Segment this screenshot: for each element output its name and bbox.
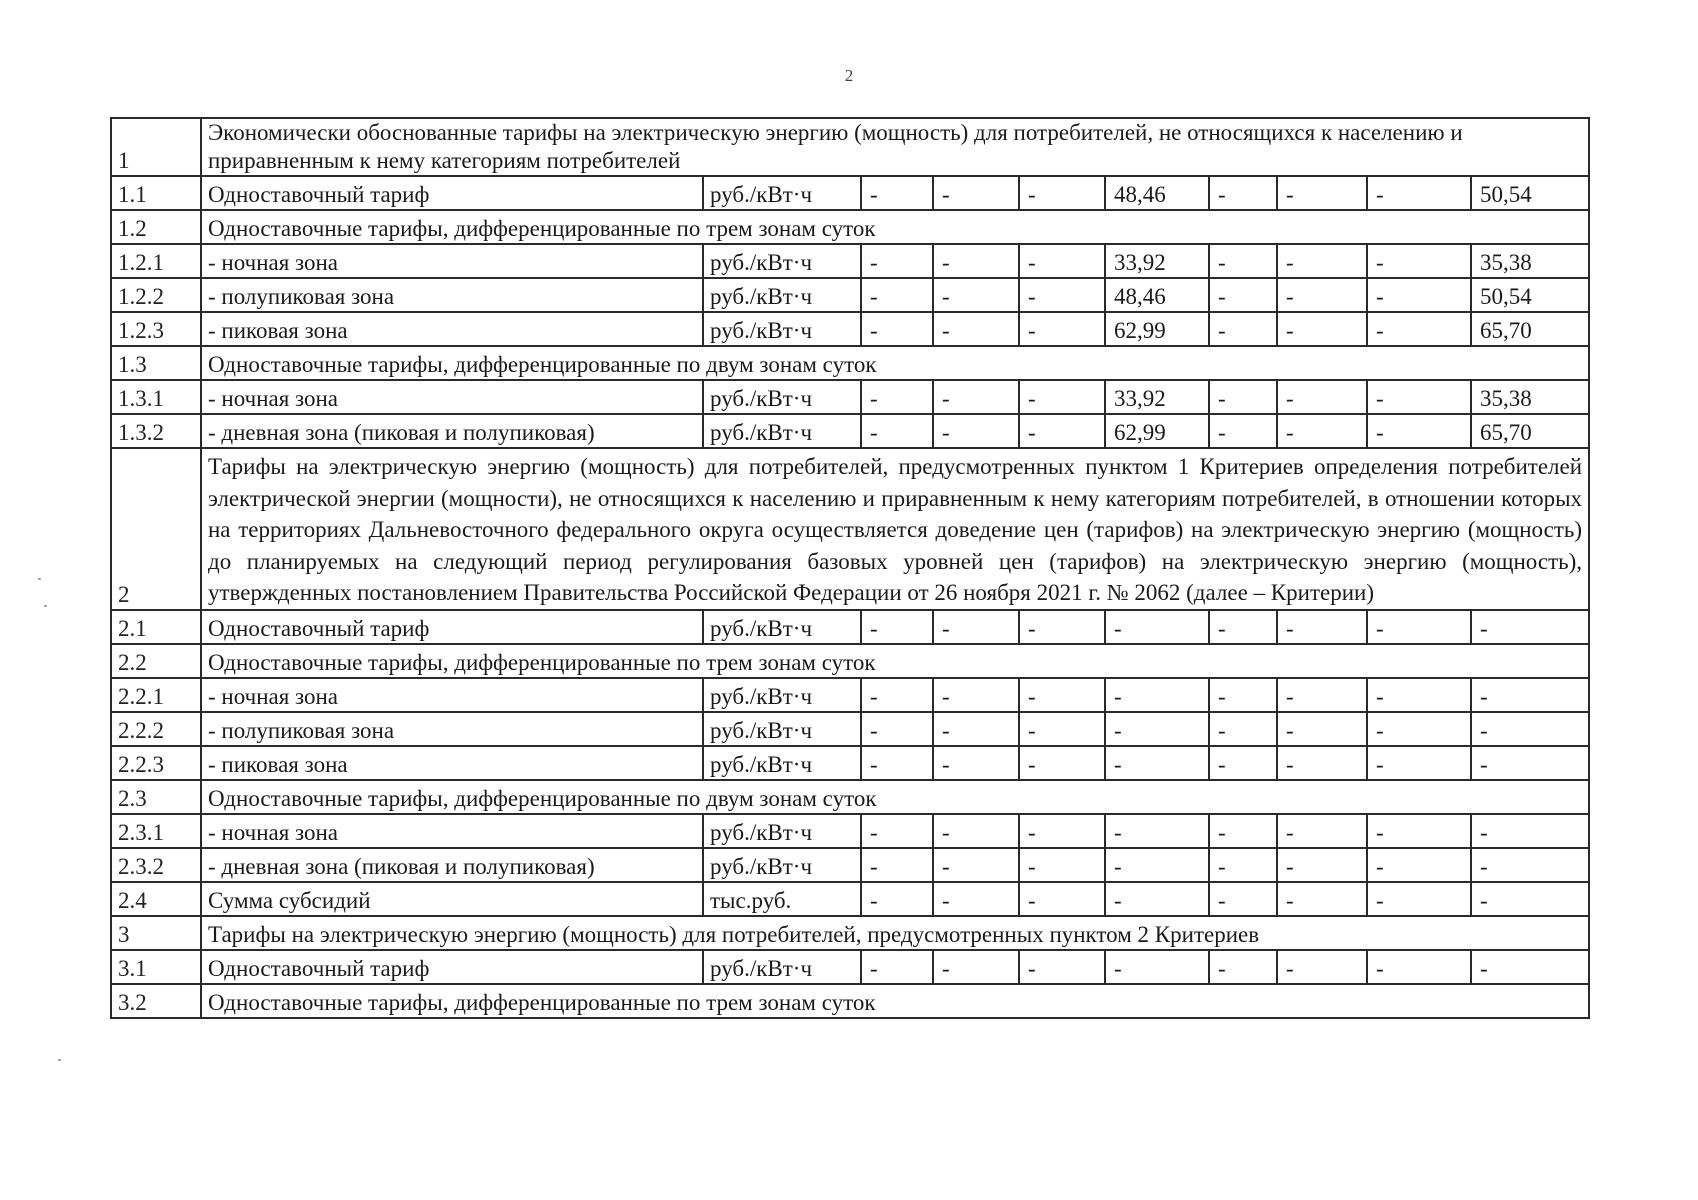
value-cell: - bbox=[1019, 746, 1105, 780]
subsection-row bbox=[111, 916, 1589, 950]
table-row bbox=[111, 712, 1589, 746]
scan-speck bbox=[44, 605, 47, 607]
table-row bbox=[111, 882, 1589, 916]
value-cell: - bbox=[1367, 244, 1471, 278]
value-cell: - bbox=[1209, 244, 1277, 278]
value-cell: - bbox=[1367, 414, 1471, 448]
value-cell: - bbox=[861, 610, 933, 644]
row-name: - ночная зона bbox=[201, 678, 703, 712]
value-cell: - bbox=[1367, 712, 1471, 746]
row-number: 3.2 bbox=[111, 984, 201, 1018]
value-cell: - bbox=[1367, 950, 1471, 984]
value-cell: - bbox=[1019, 678, 1105, 712]
value-cell: - bbox=[1367, 678, 1471, 712]
value-cell: - bbox=[1019, 882, 1105, 916]
table-row bbox=[111, 380, 1589, 414]
value-cell: - bbox=[1277, 312, 1367, 346]
value-cell: - bbox=[1277, 610, 1367, 644]
value-cell: - bbox=[933, 882, 1019, 916]
row-number: 2.4 bbox=[111, 882, 201, 916]
value-cell: - bbox=[1367, 610, 1471, 644]
row-name: Одноставочный тариф bbox=[201, 610, 703, 644]
value-cell: - bbox=[1277, 244, 1367, 278]
value-cell: - bbox=[1471, 610, 1589, 644]
row-number: 1.1 bbox=[111, 176, 201, 210]
row-unit: руб./кВт·ч bbox=[703, 244, 861, 278]
value-cell: 48,46 bbox=[1105, 176, 1209, 210]
value-cell: - bbox=[1471, 814, 1589, 848]
section-title: Экономически обоснованные тарифы на электрическую энергию (мощность) для потребителей, не относящихся к населению и приравненным к нему категориям потребителей bbox=[201, 118, 1589, 176]
row-number: 3 bbox=[111, 916, 201, 950]
value-cell: - bbox=[933, 950, 1019, 984]
row-unit: руб./кВт·ч bbox=[703, 312, 861, 346]
value-cell: - bbox=[1471, 712, 1589, 746]
value-cell: - bbox=[1019, 278, 1105, 312]
row-number: 2.3.1 bbox=[111, 814, 201, 848]
value-cell: 48,46 bbox=[1105, 278, 1209, 312]
value-cell: - bbox=[1471, 746, 1589, 780]
value-cell: 65,70 bbox=[1471, 312, 1589, 346]
value-cell: - bbox=[1209, 278, 1277, 312]
table-row bbox=[111, 814, 1589, 848]
table-row bbox=[111, 610, 1589, 644]
value-cell: - bbox=[861, 244, 933, 278]
value-cell: 50,54 bbox=[1471, 278, 1589, 312]
table-row bbox=[111, 746, 1589, 780]
value-cell: - bbox=[933, 380, 1019, 414]
row-unit: руб./кВт·ч bbox=[703, 380, 861, 414]
value-cell: - bbox=[861, 176, 933, 210]
row-name: Одноставочный тариф bbox=[201, 950, 703, 984]
value-cell: - bbox=[1367, 312, 1471, 346]
value-cell: - bbox=[1209, 380, 1277, 414]
table-row bbox=[111, 950, 1589, 984]
value-cell: - bbox=[1209, 610, 1277, 644]
value-cell: - bbox=[861, 312, 933, 346]
value-cell: - bbox=[1471, 882, 1589, 916]
value-cell: - bbox=[1019, 176, 1105, 210]
row-number: 2.2.3 bbox=[111, 746, 201, 780]
row-unit: руб./кВт·ч bbox=[703, 678, 861, 712]
subsection-title: Одноставочные тарифы, дифференцированные по двум зонам суток bbox=[201, 780, 1589, 814]
value-cell: - bbox=[1277, 746, 1367, 780]
value-cell: - bbox=[1019, 380, 1105, 414]
value-cell: - bbox=[861, 678, 933, 712]
value-cell: - bbox=[1367, 278, 1471, 312]
value-cell: - bbox=[1105, 678, 1209, 712]
value-cell: - bbox=[1277, 380, 1367, 414]
row-number: 2.2.1 bbox=[111, 678, 201, 712]
row-number: 2 bbox=[111, 448, 201, 610]
row-name: Одноставочный тариф bbox=[201, 176, 703, 210]
row-name: - пиковая зона bbox=[201, 312, 703, 346]
subsection-title: Одноставочные тарифы, дифференцированные по трем зонам суток bbox=[201, 644, 1589, 678]
subsection-row bbox=[111, 210, 1589, 244]
row-number: 1.3 bbox=[111, 346, 201, 380]
table-row bbox=[111, 414, 1589, 448]
row-number: 2.3.2 bbox=[111, 848, 201, 882]
row-number: 1.2.3 bbox=[111, 312, 201, 346]
row-name: - пиковая зона bbox=[201, 746, 703, 780]
value-cell: - bbox=[933, 746, 1019, 780]
value-cell: - bbox=[1209, 814, 1277, 848]
value-cell: 62,99 bbox=[1105, 414, 1209, 448]
value-cell: - bbox=[933, 244, 1019, 278]
value-cell: - bbox=[1105, 610, 1209, 644]
value-cell: - bbox=[1277, 176, 1367, 210]
value-cell: - bbox=[1367, 380, 1471, 414]
row-unit: руб./кВт·ч bbox=[703, 176, 861, 210]
value-cell: - bbox=[1277, 950, 1367, 984]
value-cell: - bbox=[1209, 176, 1277, 210]
row-unit: тыс.руб. bbox=[703, 882, 861, 916]
value-cell: - bbox=[1471, 950, 1589, 984]
value-cell: - bbox=[933, 176, 1019, 210]
value-cell: 35,38 bbox=[1471, 380, 1589, 414]
value-cell: - bbox=[1277, 414, 1367, 448]
value-cell: - bbox=[861, 848, 933, 882]
row-number: 1.2.2 bbox=[111, 278, 201, 312]
value-cell: - bbox=[1209, 746, 1277, 780]
value-cell: - bbox=[1019, 244, 1105, 278]
value-cell: - bbox=[933, 814, 1019, 848]
row-name: - ночная зона bbox=[201, 814, 703, 848]
value-cell: - bbox=[1105, 882, 1209, 916]
subsection-title: Одноставочные тарифы, дифференцированные по трем зонам суток bbox=[201, 984, 1589, 1018]
value-cell: - bbox=[1209, 848, 1277, 882]
row-number: 3.1 bbox=[111, 950, 201, 984]
value-cell: - bbox=[861, 746, 933, 780]
value-cell: - bbox=[933, 278, 1019, 312]
row-unit: руб./кВт·ч bbox=[703, 610, 861, 644]
subsection-row bbox=[111, 780, 1589, 814]
row-number: 2.2 bbox=[111, 644, 201, 678]
row-name: - ночная зона bbox=[201, 244, 703, 278]
row-unit: руб./кВт·ч bbox=[703, 848, 861, 882]
subsection-title: Тарифы на электрическую энергию (мощность) для потребителей, предусмотренных пунктом 2 Критериев bbox=[201, 916, 1589, 950]
table-row bbox=[111, 278, 1589, 312]
value-cell: - bbox=[861, 950, 933, 984]
row-number: 1 bbox=[111, 118, 201, 176]
row-number: 1.3.1 bbox=[111, 380, 201, 414]
row-name: - полупиковая зона bbox=[201, 712, 703, 746]
value-cell: - bbox=[1019, 312, 1105, 346]
value-cell: - bbox=[1277, 712, 1367, 746]
scan-speck bbox=[58, 1059, 61, 1061]
value-cell: - bbox=[1019, 414, 1105, 448]
value-cell: - bbox=[1209, 950, 1277, 984]
row-number: 1.2.1 bbox=[111, 244, 201, 278]
value-cell: - bbox=[1367, 746, 1471, 780]
value-cell: 65,70 bbox=[1471, 414, 1589, 448]
subsection-title: Одноставочные тарифы, дифференцированные по трем зонам суток bbox=[201, 210, 1589, 244]
value-cell: - bbox=[1209, 712, 1277, 746]
value-cell: - bbox=[1019, 848, 1105, 882]
row-number: 2.1 bbox=[111, 610, 201, 644]
value-cell: - bbox=[1277, 278, 1367, 312]
value-cell: - bbox=[933, 312, 1019, 346]
value-cell: 33,92 bbox=[1105, 380, 1209, 414]
row-number: 1.3.2 bbox=[111, 414, 201, 448]
value-cell: - bbox=[933, 848, 1019, 882]
row-unit: руб./кВт·ч bbox=[703, 746, 861, 780]
value-cell: - bbox=[1105, 712, 1209, 746]
value-cell: - bbox=[1105, 950, 1209, 984]
row-unit: руб./кВт·ч bbox=[703, 278, 861, 312]
value-cell: - bbox=[1209, 312, 1277, 346]
row-name: Сумма субсидий bbox=[201, 882, 703, 916]
value-cell: - bbox=[1367, 882, 1471, 916]
value-cell: 33,92 bbox=[1105, 244, 1209, 278]
value-cell: - bbox=[861, 278, 933, 312]
value-cell: - bbox=[861, 712, 933, 746]
value-cell: - bbox=[933, 610, 1019, 644]
value-cell: - bbox=[1367, 848, 1471, 882]
section-title: Тарифы на электрическую энергию (мощность) для потребителей, предусмотренных пунктом 1 Критериев определения потребителей электрической энергии (мощности), не относящихся к населению и приравненным к нему категориям потребителей, в отношении которых на территориях Дальневосточного федерального округа осуществляется доведение цен (тарифов) на электрическую энергию (мощность) до планируемых на следующий период регулирования базовых уровней цен (тарифов) на электрическую энергию (мощность), утвержденных постановлением Правительства Российской Федерации от 26 ноября 2021 г. № 2062 (далее – Критерии) bbox=[201, 448, 1589, 610]
row-number: 2.3 bbox=[111, 780, 201, 814]
value-cell: - bbox=[933, 712, 1019, 746]
value-cell: - bbox=[1105, 814, 1209, 848]
table-row bbox=[111, 176, 1589, 210]
value-cell: - bbox=[1105, 848, 1209, 882]
value-cell: - bbox=[1019, 950, 1105, 984]
value-cell: 35,38 bbox=[1471, 244, 1589, 278]
value-cell: - bbox=[1277, 882, 1367, 916]
value-cell: - bbox=[1367, 176, 1471, 210]
value-cell: - bbox=[1367, 814, 1471, 848]
row-unit: руб./кВт·ч bbox=[703, 950, 861, 984]
value-cell: 50,54 bbox=[1471, 176, 1589, 210]
value-cell: 62,99 bbox=[1105, 312, 1209, 346]
value-cell: - bbox=[1471, 848, 1589, 882]
value-cell: - bbox=[1019, 712, 1105, 746]
value-cell: - bbox=[933, 678, 1019, 712]
row-name: - полупиковая зона bbox=[201, 278, 703, 312]
page-number: 2 bbox=[844, 66, 854, 85]
table-row bbox=[111, 244, 1589, 278]
value-cell: - bbox=[1019, 814, 1105, 848]
value-cell: - bbox=[1209, 678, 1277, 712]
value-cell: - bbox=[933, 414, 1019, 448]
row-number: 2.2.2 bbox=[111, 712, 201, 746]
subsection-row bbox=[111, 644, 1589, 678]
row-unit: руб./кВт·ч bbox=[703, 712, 861, 746]
section-row bbox=[111, 118, 1589, 176]
value-cell: - bbox=[1209, 882, 1277, 916]
scan-speck bbox=[38, 578, 41, 580]
section-row bbox=[111, 448, 1589, 610]
subsection-row bbox=[111, 346, 1589, 380]
value-cell: - bbox=[861, 414, 933, 448]
value-cell: - bbox=[1277, 814, 1367, 848]
value-cell: - bbox=[1471, 678, 1589, 712]
value-cell: - bbox=[861, 882, 933, 916]
value-cell: - bbox=[1277, 678, 1367, 712]
row-name: - дневная зона (пиковая и полупиковая) bbox=[201, 414, 703, 448]
row-unit: руб./кВт·ч bbox=[703, 414, 861, 448]
value-cell: - bbox=[861, 814, 933, 848]
value-cell: - bbox=[1277, 848, 1367, 882]
row-unit: руб./кВт·ч bbox=[703, 814, 861, 848]
value-cell: - bbox=[861, 380, 933, 414]
row-name: - дневная зона (пиковая и полупиковая) bbox=[201, 848, 703, 882]
table-row bbox=[111, 678, 1589, 712]
row-number: 1.2 bbox=[111, 210, 201, 244]
row-name: - ночная зона bbox=[201, 380, 703, 414]
tariff-table bbox=[110, 117, 1590, 1019]
table-row bbox=[111, 312, 1589, 346]
subsection-title: Одноставочные тарифы, дифференцированные по двум зонам суток bbox=[201, 346, 1589, 380]
value-cell: - bbox=[1209, 414, 1277, 448]
table-row bbox=[111, 848, 1589, 882]
subsection-row bbox=[111, 984, 1589, 1018]
value-cell: - bbox=[1019, 610, 1105, 644]
value-cell: - bbox=[1105, 746, 1209, 780]
